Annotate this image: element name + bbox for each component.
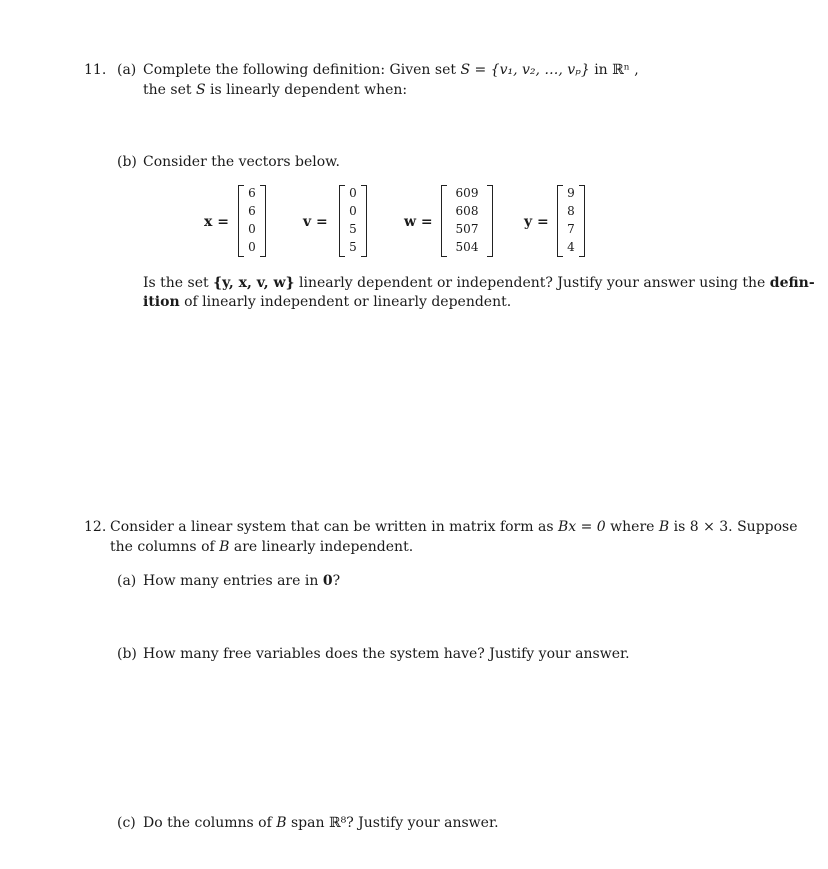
q12-line1-b: where [610,519,655,535]
q11b-text: Consider the vectors below. [143,154,340,170]
q11a-in: in [594,62,608,78]
q11b-question-bold1: defin- [769,275,815,291]
vector-w [441,185,493,257]
vector-v-label: v = [303,214,328,230]
q11b-question-rest: of linearly independent or linearly dependent. [184,294,512,310]
q12-line2-B: B [219,539,230,555]
q12c-label: (c) [117,815,136,831]
vector-v-entry: 0 [349,186,357,200]
vector-y-entry: 8 [567,204,575,218]
q12-line1-c: is 8 × 3. Suppose [673,519,798,535]
q11a-space: ℝⁿ , [612,62,639,78]
vector-x-entry: 0 [248,240,256,254]
vector-v [339,185,367,257]
vector-y-label: y = [524,214,549,230]
q12a-qmark: ? [332,573,341,589]
vector-y-entry: 9 [567,186,575,200]
q12b-label: (b) [117,646,137,662]
vector-y [557,185,585,257]
q12c-line [143,814,499,832]
q12a-line [143,572,340,590]
vector-x-entry: 6 [248,204,256,218]
q12-line1-B: B [658,519,670,535]
q11a-line2 [143,81,407,99]
q11b-question-b: linearly dependent or independent? Justify your answer using the [298,275,766,291]
q12-line1-a: Consider a linear system that can be written in matrix form as [110,519,554,535]
q12c-text-c: ? Justify your answer. [346,815,499,831]
q12a-zero: 0 [322,573,333,589]
q12-line2-b: are linearly independent. [233,539,414,555]
q11a-set: S = {v₁, v₂, …, vₚ} [460,62,590,78]
q12c-B: B [276,815,287,831]
q11b-label: (b) [117,154,137,170]
q12-line1-eq: Bx = 0 [557,519,606,535]
q11a-line1 [143,61,639,79]
q12-line2 [110,538,413,556]
q11a-line2-pre: the set [143,82,192,98]
q11b-question-line1 [143,274,815,292]
q11-number: 11. [84,62,107,78]
vector-w-entry: 609 [455,186,479,200]
vector-v-entry: 5 [349,240,357,254]
vector-w-entry: 507 [455,222,479,236]
q11b-question-set: {y, x, v, w} [213,275,295,291]
vector-w-entry: 504 [455,240,479,254]
q12-line1 [110,518,798,536]
q11b-question-bold2: ition [143,294,180,310]
q12-line2-a: the columns of [110,539,215,555]
vector-v-entry: 5 [349,222,357,236]
vector-x [238,185,266,257]
q12c-text-b: span [291,815,325,831]
q11a-line2-S: S [195,82,206,98]
q12c-text-a: Do the columns of [143,815,272,831]
vector-w-entry: 608 [455,204,479,218]
q12-number: 12. [84,519,107,535]
q12a-label: (a) [117,573,137,589]
q11b-question-line2 [143,293,511,311]
q12b-text: How many free variables does the system have? Justify your answer. [143,646,630,662]
q11b-question-a: Is the set [143,275,209,291]
vector-y-entry: 4 [567,240,575,254]
vector-x-entry: 0 [248,222,256,236]
q12c-space: ℝ⁸ [328,815,347,831]
vector-v-entry: 0 [349,204,357,218]
vector-w-label: w = [404,214,433,230]
q12a-text: How many entries are in [143,573,319,589]
vector-x-entry: 6 [248,186,256,200]
q11a-text: Complete the following definition: Given set [143,62,456,78]
vector-y-entry: 7 [567,222,575,236]
vector-x-label: x = [204,214,229,230]
q11a-line2-post: is linearly dependent when: [209,82,408,98]
q11a-label: (a) [117,62,137,78]
